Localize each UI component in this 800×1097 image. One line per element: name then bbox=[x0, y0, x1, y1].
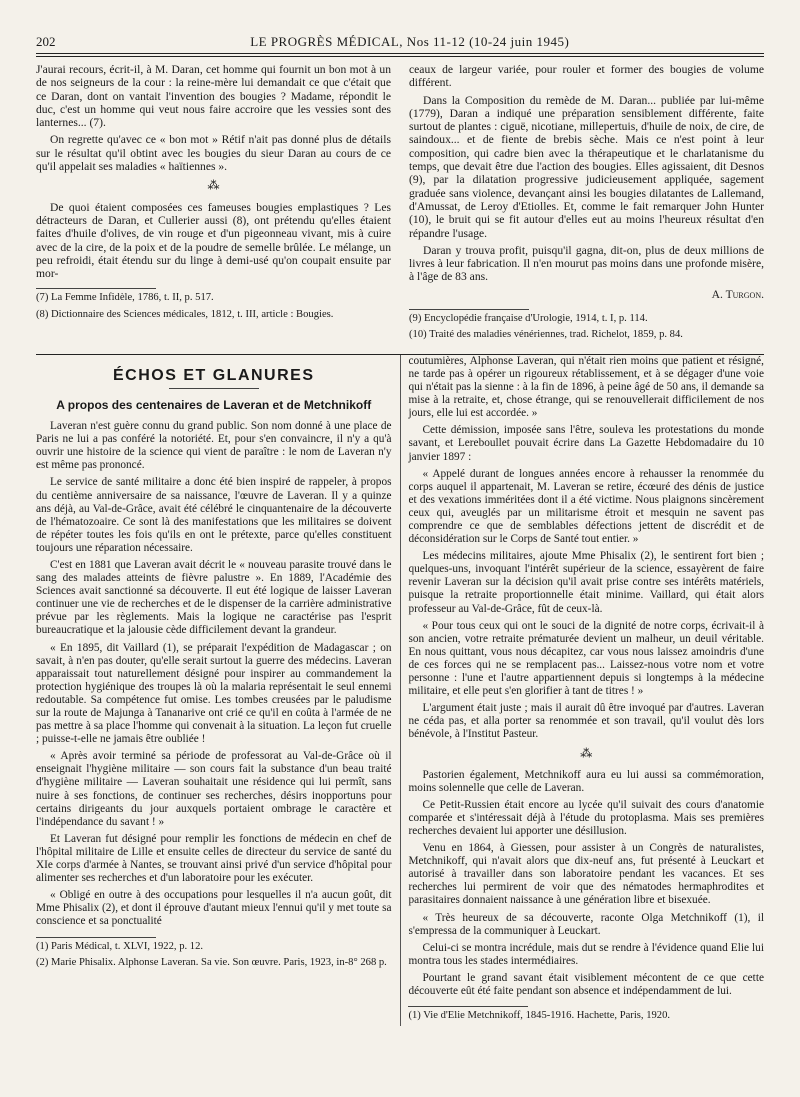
top-left-column bbox=[36, 63, 391, 346]
paragraph: Ce Petit-Russien était encore au lycée qu'il suivait des cours d'anatomie comparée et s'intéressait déjà à l'étude du protoplasma. Mais ses premières recherches devaient lui apporter une désillusion. bbox=[408, 798, 764, 837]
paragraph: On regrette qu'avec ce « bon mot » Rétif n'ait pas donné plus de détails sur le résultat qu'il obtint avec les bougies du sieur Daran au cours de ce qu'il appelait ses maladies « haïtiennes ». bbox=[36, 133, 391, 174]
bottom-columns bbox=[36, 355, 764, 1027]
paragraph: Daran y trouva profit, puisqu'il gagna, dit-on, plus de deux millions de livres à leur fabrication. Il n'en mourut pas moins dans une profonde misère, à l'âge de 83 ans. bbox=[409, 243, 764, 284]
bottom-left-column bbox=[36, 355, 392, 1027]
bottom-right-column bbox=[408, 355, 764, 1027]
paragraph: « En 1895, dit Vaillard (1), se préparait l'expédition de Madagascar ; on savait, à n'en pas douter, qu'elle serait surtout la guerre des médecins. Laveran apparaissait tout naturellement désigné pour inspirer au commandement la protection hygiénique des troupes là où la malaria représentait le seul ennemi redoutable. Sa compétence fut omise. Les tombes creusées par le paludisme sur la route de Majunga à Tananarive ont crié ce qu'il en coûta à l'armée de ne pas mettre à sa place l'homme qui convenait à la situation. La leçon fut cruelle ; puisse-t-elle ne jamais être oubliée ! bbox=[36, 641, 392, 746]
header-rule bbox=[36, 53, 764, 57]
footnote: (8) Dictionnaire des Sciences médicales, 1812, t. III, article : Bougies. bbox=[36, 308, 334, 320]
author-signature: A. Turgon. bbox=[711, 287, 764, 301]
paragraph: « Pour tous ceux qui ont le souci de la dignité de notre corps, écrivait-il à son ancien, votre retraite prématurée devient un malheur, un deuil véritable. En nous quittant, vous nous décapitez, car vous nous laissez amoindris d'une de ces forces qui ne se remplacent pas... Laissez-nous votre nom et votre personne : l'une et l'autre appartiennent depuis si longtemps à la médecine militaire, et elle peut s'en glorifier à tant de titres ! » bbox=[408, 619, 764, 698]
paragraph: « Très heureux de sa découverte, raconte Olga Metchnikoff (1), il s'empressa de la communiquer à Leuckart. bbox=[408, 911, 764, 937]
paragraph: L'argument était juste ; mais il aurait dû être invoqué par d'autres. Laveran ne céda pas, et alla porter sa renommée et son travail, qu'il voulut dès lors bénévole, à l'Institut Pasteur. bbox=[408, 702, 764, 741]
paragraph: « Appelé durant de longues années encore à rehausser la renommée du corps auquel il appartenait, M. Laveran se retire, écœuré des dénis de justice et des vexations imméritées dont il a été victime. Nous plaignons sincèrement ceux qui, aveuglés par un militarisme étroit et mesquin ne savent pas comprendre ce que de semblables défections jettent de discrédit et de déconsidération sur le Corps de Santé tout entier. » bbox=[408, 467, 764, 546]
column-divider bbox=[400, 355, 401, 1027]
paragraph: Pourtant le grand savant était visiblement mécontent de ce que cette découverte eût été faite pendant son absence et indépendamment de lui. bbox=[408, 971, 764, 997]
footnote-rule bbox=[36, 937, 156, 938]
paragraph: C'est en 1881 que Laveran avait décrit le « nouveau parasite trouvé dans le sang des malades atteints de fièvre palustre ». En 1889, l'Académie des Sciences avait sanctionné sa découverte. Il eut été logique de laisser Laveran continuer une vie de recherches et de le dispenser de la carrière administrative prévue par les règlements. Mais la logique ne caractérise pas l'esprit bureaucratique et la jalousie cède difficilement devant la grandeur. bbox=[36, 558, 392, 637]
paragraph: Dans la Composition du remède de M. Daran... publiée par lui-même (1779), Daran a indiqué une préparation sensiblement différente, faite surtout de plantes : ciguë, nicotiane, millepertuis, d'huile de noix, de cire, de saindoux... et de fiente de brebis sèche. Mais ce n'est point à leur composition, qui cadre bien avec la thérapeutique et le charlatanisme du temps, que devait être due l'action des bougies. Elles agissaient, dit Desnos (9), par la dilatation progressive judicieusement appliquée, sagement graduée sans violence, devançant ainsi les bougies dilatantes de Lallemand, d'Amussat, de Leroy d'Etiolles. Et, comme le fait remarquer John Hunter (10), le bruit qui se fit autour d'elles eut au moins l'heureux résultat d'en répandre l'usage. bbox=[409, 93, 764, 240]
title-rule bbox=[169, 388, 259, 389]
paragraph: « Obligé en outre à des occupations pour lesquelles il n'a aucun goût, dit Mme Phisalix (2), et dont il éprouve d'autant mieux l'ennui qu'il y met toute sa conscience et sa ponctualité bbox=[36, 889, 392, 928]
page-number: 202 bbox=[36, 34, 56, 49]
paragraph: Laveran n'est guère connu du grand public. Son nom donné à une place de Paris ne lui a pas conféré la notoriété. Et, pour s'en convaincre, il n'y a qu'à ouvrir une histoire de la science qui vient de paraître : le nom de Laveran n'y est même pas prononcé. bbox=[36, 420, 392, 472]
paragraph: J'aurai recours, écrit-il, à M. Daran, cet homme qui fournit un bon mot à un de nos seigneurs de la cour : la reine-mère lui demandait ce que c'était que ce Daran, dont on vantait l'invention des bougies ? Madame, répondit le duc, c'est un homme qui veut nous faire accroire que les vessies sont des lanternes... (7). bbox=[36, 63, 391, 130]
footnote: (1) Paris Médical, t. XLVI, 1922, p. 12. bbox=[36, 940, 204, 952]
paragraph: Celui-ci se montra incrédule, mais dut se rendre à l'évidence quand Elie lui montra tous les stades intermédiaires. bbox=[408, 941, 764, 967]
page bbox=[36, 34, 764, 1026]
section-stars: ⁂ bbox=[207, 178, 220, 193]
paragraph: Les médecins militaires, ajoute Mme Phisalix (2), le sentirent fort bien ; quelques-uns, invoquant l'intérêt supérieur de la science, essayèrent de faire revenir Laveran sur la décision qu'il avait prise contre ses intérêts matériels, puisque la retraite proportionnelle était minime. Vaillard, qui était alors professeur au Val-de-Grâce, fût de ceux-là. bbox=[408, 550, 764, 615]
footnote: (7) La Femme Infidèle, 1786, t. II, p. 517. bbox=[36, 292, 214, 304]
top-columns bbox=[36, 63, 764, 346]
footnote: (9) Encyclopédie française d'Urologie, 1914, t. I, p. 114. bbox=[409, 313, 648, 325]
paragraph: coutumières, Alphonse Laveran, qui n'était rien moins que patient et résigné, ne tarde pas à opérer un rigoureux rétablissement, et à se dégager d'une voie qui n'était pas la sienne : à la fin de 1896, à peine âgé de 50 ans, il demande sa mise à la retraite, et, chose étrange, qui se renouvellerait difficilement de nos jours, elle lui est accordée. » bbox=[408, 354, 764, 420]
journal-title: LE PROGRÈS MÉDICAL, Nos 11-12 (10-24 juin 1945) bbox=[250, 34, 570, 49]
footnote: (1) Vie d'Elie Metchnikoff, 1845-1916. Hachette, Paris, 1920. bbox=[408, 1010, 671, 1022]
footnote-rule bbox=[36, 288, 156, 289]
paragraph: Et Laveran fut désigné pour remplir les fonctions de médecin en chef de l'hôpital militaire de Lille et ensuite celles de directeur du service de santé du XIe corps d'armée à Nantes, se trouvant ainsi privé d'un service d'hôpital pour alimenter ses recherches et d'un laboratoire pour les exécuter. bbox=[36, 832, 392, 885]
page-header bbox=[36, 34, 764, 53]
section-title: ÉCHOS ET GLANURES bbox=[112, 366, 315, 384]
footnote-rule bbox=[408, 1006, 528, 1007]
paragraph: ceaux de largeur variée, pour rouler et former des bougies de volume différent. bbox=[409, 63, 764, 90]
paragraph: Le service de santé militaire a donc été bien inspiré de rappeler, à propos du centième anniversaire de sa naissance, l'œuvre de Laveran. Il y a quinze ans déjà, au Val-de-Grâce, avait été célébré le cinquantenaire de la découverte de l'hématozoaire. Ce sont là des manifestations que les militaires se doivent de répéter toutes les fois qu'ils en ont le prétexte, parce qu'elles constituent toujours une réparation nécessaire. bbox=[36, 476, 392, 554]
paragraph: Venu en 1864, à Giessen, pour assister à un Congrès de naturalistes, Metchnikoff, qui n'avait alors que dix-neuf ans, fut présenté à Leuckart et autorisé à travailler dans son laboratoire pendant les vacances. Et ses recherches lui permirent de voir que des nématodes hermaphrodites et parasitaires donnaient naissance à une génération libre et bisexuée. bbox=[408, 842, 764, 907]
footnote: (10) Traité des maladies vénériennes, trad. Richelot, 1859, p. 84. bbox=[409, 329, 683, 341]
top-right-column bbox=[409, 63, 764, 346]
section-stars: ⁂ bbox=[580, 746, 593, 761]
footnote-rule bbox=[409, 309, 529, 310]
paragraph: « Après avoir terminé sa période de professorat au Val-de-Grâce où il enseignait l'hygiène militaire — son cours fait la substance d'un beau traité d'hygiène militaire — Laveran souhaitait une résidence qui lui permît, sans nuire à ses fonctions, de continuer ses recherches, désirs inopportuns pour certains dirigeants du jour auxquels portaient ombrage le caractère et l'indépendance du savant ! » bbox=[36, 750, 392, 828]
paragraph: Cette démission, imposée sans l'être, souleva les protestations du monde savant, et Lereboullet pouvait écrire dans La Gazette Hebdomadaire du 10 janvier 1897 : bbox=[408, 424, 764, 463]
article-subtitle: A propos des centenaires de Laveran et de Metchnikoff bbox=[56, 397, 372, 412]
footnote: (2) Marie Phisalix. Alphonse Laveran. Sa vie. Son œuvre. Paris, 1923, in-8° 268 p. bbox=[36, 956, 387, 968]
paragraph: De quoi étaient composées ces fameuses bougies emplastiques ? Les détracteurs de Daran, et Cullerier aussi (8), ont prétendu qu'elles étaient faites d'huile d'olives, de vin rouge et d'un pigeonneau vivant, mis à cuire avec de la cire, de la poix et de la poudre de semelle brûlée. Le mélange, un peu refroidi, était étendu sur du linge à demi-usé qu'on coupait ensuite par mor- bbox=[36, 200, 391, 281]
paragraph: Pastorien également, Metchnikoff aura eu lui aussi sa commémoration, moins solennelle que celle de Laveran. bbox=[408, 768, 764, 794]
